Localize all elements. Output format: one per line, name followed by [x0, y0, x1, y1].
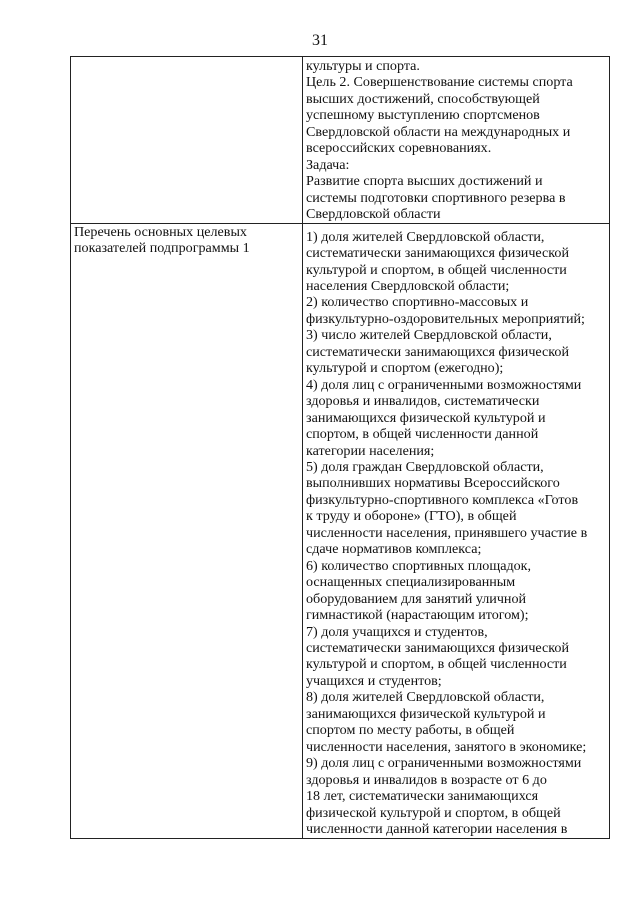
table-row [71, 57, 610, 224]
row2-right-line: здоровья и инвалидов в возрасте от 6 до [306, 771, 547, 788]
row2-right-line: физкультурно-спортивного комплекса «Готов [306, 491, 579, 508]
row2-left-line: Перечень основных целевых [74, 223, 247, 240]
row1-right-cell [303, 57, 610, 224]
row2-right-cell [303, 223, 610, 838]
row2-right-line: здоровья и инвалидов, систематически [306, 393, 540, 410]
row2-right-line: категории населения; [306, 442, 435, 459]
program-passport-table [70, 56, 610, 839]
row2-right-line: сдаче нормативов комплекса; [306, 541, 482, 558]
row2-left-cell [71, 223, 303, 838]
row2-right-line: 18 лет, систематически занимающихся [306, 788, 539, 805]
row2-right-line: физкультурно-оздоровительных мероприятий; [306, 310, 585, 327]
row2-left-line: показателей подпрограммы 1 [74, 240, 250, 257]
row1-right-line: Свердловской области [306, 206, 441, 223]
row2-right-line: гимнастикой (нарастающим итогом); [306, 607, 529, 624]
row2-right-line: 7) доля учащихся и студентов, [306, 623, 488, 640]
row1-right-line: Свердловской области на международных и [306, 123, 571, 140]
row2-right-line: 5) доля граждан Свердловской области, [306, 459, 544, 476]
row2-right-line: спортом, в общей численности данной [306, 426, 539, 443]
row2-right-line: 2) количество спортивно-массовых и [306, 294, 529, 311]
row2-right-line: 8) доля жителей Свердловской области, [306, 689, 545, 706]
row2-right-line: занимающихся физической культурой и [306, 705, 546, 722]
row2-right-line: 1) доля жителей Свердловской области, [306, 228, 545, 245]
row2-right-line: численности данной категории населения в [306, 820, 568, 837]
row1-right-line: высших достижений, способствующей [306, 90, 540, 107]
page-number: 31 [312, 32, 328, 49]
row1-right-line: Цель 2. Совершенствование системы спорта [306, 74, 573, 91]
row1-right-line: Задача: [306, 156, 350, 173]
row1-left-cell [71, 57, 303, 224]
row2-right-line: физической культурой и спортом, в общей [306, 804, 561, 821]
row2-right-line: численности населения, занятого в экономике; [306, 738, 587, 755]
row2-right-line: 9) доля лиц с ограниченными возможностями [306, 755, 582, 772]
row2-right-line: культурой и спортом, в общей численности [306, 656, 567, 673]
row1-right-line: культуры и спорта. [306, 58, 420, 74]
row1-right-line: системы подготовки спортивного резерва в [306, 189, 566, 206]
row2-right-line: систематически занимающихся физической [306, 343, 570, 360]
row2-right-line: населения Свердловской области; [306, 278, 510, 295]
row2-right-line: 6) количество спортивных площадок, [306, 557, 532, 574]
row2-right-line: учащихся и студентов; [306, 672, 442, 689]
row2-right-line: выполнивших нормативы Всероссийского [306, 475, 560, 492]
row1-right-line: успешному выступлению спортсменов [306, 107, 540, 124]
row2-right-line: систематически занимающихся физической [306, 245, 570, 262]
row2-right-line: культурой и спортом, в общей численности [306, 261, 567, 278]
table-row [71, 223, 610, 838]
row2-right-line: культурой и спортом (ежегодно); [306, 360, 504, 377]
row2-right-line: 4) доля лиц с ограниченными возможностями [306, 376, 582, 393]
row2-right-line: оборудованием для занятий уличной [306, 590, 527, 607]
row1-right-line: Развитие спорта высших достижений и [306, 173, 543, 190]
row2-right-line: оснащенных специализированным [306, 574, 516, 591]
row2-right-line: численности населения, принявшего участие в [306, 524, 588, 541]
row1-right-line: всероссийских соревнованиях. [306, 140, 492, 157]
row2-right-line: занимающихся физической культурой и [306, 409, 546, 426]
row2-right-line: спортом по месту работы, в общей [306, 722, 515, 739]
row2-right-line: 3) число жителей Свердловской области, [306, 327, 552, 344]
row2-right-line: систематически занимающихся физической [306, 640, 570, 656]
row2-right-line: к труду и обороне» (ГТО), в общей [306, 508, 517, 525]
